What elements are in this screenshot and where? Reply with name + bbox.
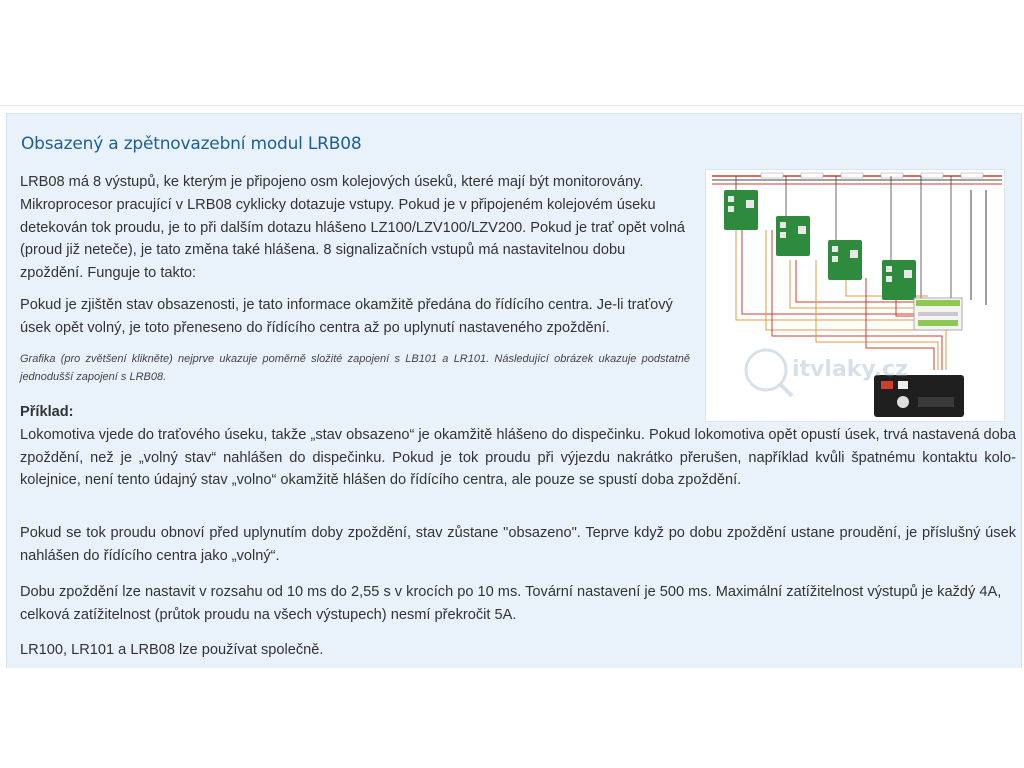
example-label: Příklad:	[20, 404, 74, 420]
header-divider	[0, 105, 1024, 106]
delay-paragraph: Dobu zpoždění lze nastavit v rozsahu od 10 ms do 2,55 s v krocích po 10 ms. Tovární nastavení je 500 ms. Maximální zatížitelnost výstupů je každý 4A, celková zatížitelnost (průtok proudu na všech výstupech) nesmí překročit 5A.	[20, 584, 1002, 623]
watermark-text: itvlaky.cz	[792, 357, 908, 382]
figure-caption: Grafika (pro zvětšení klikněte) nejprve ukazuje poměrně složité zapojení s LB101 a LR101. Následující obrázek ukazuje podstatně jednodušší zapojení s LRB08.	[20, 353, 690, 383]
restore-paragraph: Pokud se tok proudu obnoví před uplynutím doby zpoždění, stav zůstane "obsazeno". Teprve když po dobu zpoždění ustane proudění, je příslušný úsek nahlášen do řídícího centra jako „volný“.	[20, 525, 1016, 564]
compat-paragraph: LR100, LR101 a LRB08 lze používat společně.	[20, 642, 324, 658]
wiring-diagram-image[interactable]	[705, 169, 1005, 422]
content-panel	[6, 113, 1022, 668]
example-paragraph	[20, 401, 1016, 492]
wiring-diagram-svg	[706, 170, 1005, 422]
section-title: Obsazený a zpětnovazební modul LRB08	[21, 134, 362, 154]
intro-paragraph: LRB08 má 8 výstupů, ke kterým je připojeno osm kolejových úseků, které mají být monitorovány. Mikroprocesor pracující v LRB08 cyklicky dotazuje vstupy. Pokud je v připojeném kolejovém úseku detekován tok proudu, je to při dalším dotazu hlášeno LZ100/LZV100/LZV200. Pokud je trať opět volná (proud již neteče), je tato změna také hlášena. 8 signalizačních vstupů má nastavitelnou dobu zpoždění. Funguje to takto:	[20, 174, 686, 282]
occupied-paragraph: Pokud je zjištěn stav obsazenosti, je tato informace okamžitě předána do řídícího centra. Je-li traťový úsek opět volný, je toto přeneseno do řídícího centra až po uplynutí nastaveného zpoždění.	[20, 297, 673, 336]
example-text: Lokomotiva vjede do traťového úseku, takže „stav obsazeno“ je okamžitě hlášeno do dispečinku. Pokud lokomotiva opět opustí úsek, trvá nastavená doba zpoždění, než je „volný stav“ nahlášen do dispečinku. Pokud je tok proudu při výjezdu nakrátko přerušen, například kvůli špatnému kontaktu kolo-kolejnice, není tento údajný stav „volno“ okamžitě hlášen do řídícího centra, ale pouze se spustí doba zpoždění.	[20, 426, 1016, 489]
